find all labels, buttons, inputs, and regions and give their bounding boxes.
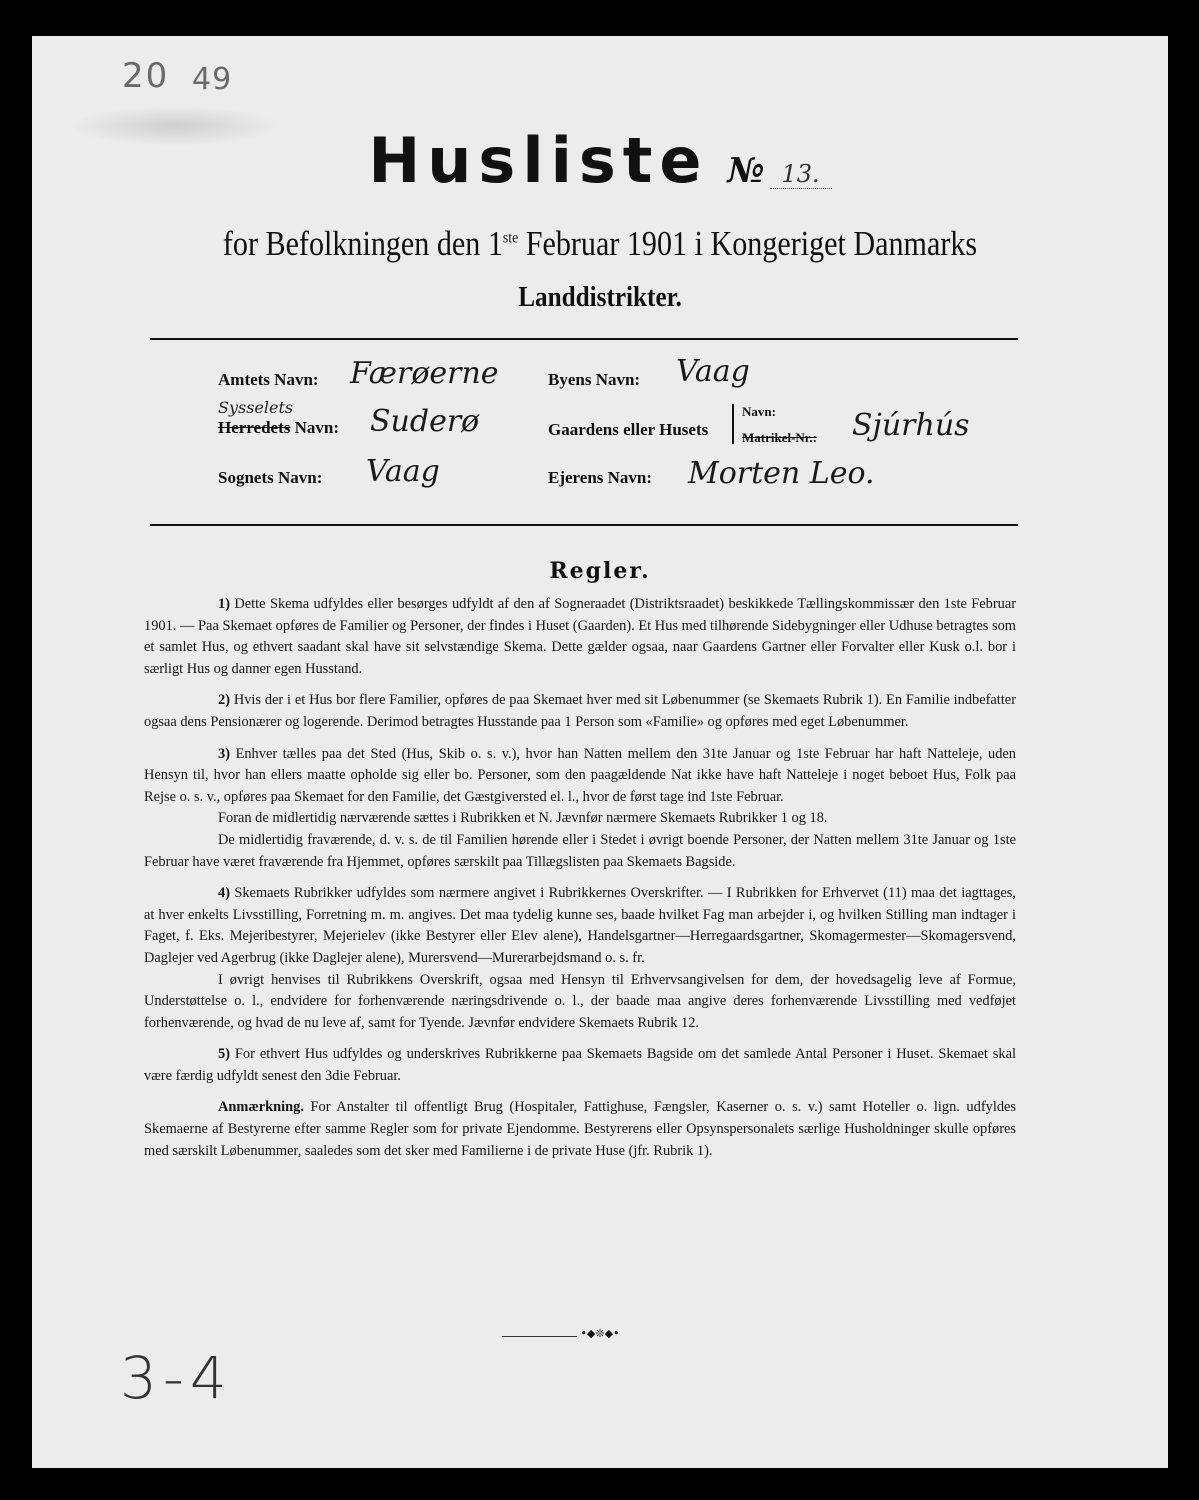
pencil-mark-bottom: 3-4 — [120, 1344, 233, 1412]
number-label: № — [727, 151, 765, 191]
form-subtitle — [112, 224, 1089, 264]
field-brace — [732, 404, 740, 444]
gaard-sub-matrikel: Matrikel-Nr.: — [742, 430, 817, 445]
herred-value: Suderø — [370, 404, 480, 439]
herred-label-rest: Navn: — [290, 418, 340, 437]
rule-3-number: 3) — [218, 745, 230, 762]
rule-4-text: Skemaets Rubrikker udfyldes som nærmere angivet i Rubrikkernes Overskrifter. — I Rubrikken for Erhvervet (11) maa det iagttages, at hver enkelts Livsstilling, Forretning m. m. angives. Det maa tydelig kunne ses, baade hvilket Fag man arbejder i, og hvilken Stilling man indtager i Faget, f. Eks. Mejeribestyrer, Mejerielev (ikke Bestyrer eller Elev alene), Handelsgartner—Herregaardsgartner, Skomagermester—Skomagersvend, Daglejer ved Agerbrug (ikke Daglejer alene), Murersvend—Murerarbejdsmand o. s. fr. — [144, 885, 1016, 966]
by-value: Vaag — [676, 354, 750, 389]
ornament-glyph: •◆❊◆• — [577, 1327, 622, 1340]
note-label: Anmærkning. — [218, 1099, 304, 1116]
subtitle-sup: ste — [502, 229, 519, 247]
rule-4 — [144, 883, 1016, 969]
herred-label-struck: Herredets — [218, 418, 291, 437]
sogn-value: Vaag — [366, 454, 440, 489]
rule-5 — [144, 1044, 1016, 1087]
rules-body — [144, 594, 1016, 1172]
rule-3-para-b: Foran de midlertidig nærværende sættes i Rubrikken et N. Jævnfør nærmere Skemaets Rubrikker 1 og 18. — [218, 810, 828, 827]
ejer-value: Morten Leo. — [688, 456, 875, 491]
census-form-page — [32, 36, 1168, 1468]
ejer-label: Ejerens Navn: — [548, 468, 653, 487]
divider-bottom — [150, 524, 1018, 526]
rules-heading: Regler. — [549, 558, 651, 584]
rule-1-text: Dette Skema udfyldes eller besørges udfyldt af den af Sogneraadet (Distriktsraadet) beskikkede Tællingskommissær den 1ste Februar 1901. — Paa Skemaet opføres de Familier og Personer, der findes i Huset (Gaarden). Et Hus med tilhørende Sidebygninger eller Udhuse betragtes som et samlet Hus, og ethvert saadant skal have sit selvstændige Skema. Dette gælder ogsaa, naar Gaardens Gartner eller Forvalter eller Kusk o.l. bor i særligt Hus og danner egen Husstand. — [144, 596, 1016, 677]
rule-3-text: Enhver tælles paa det Sted (Hus, Skib o. s. v.), hvor han Natten mellem den 31te Januar og 1ste Februar har haft Natteleje, uden Hensyn til, hvor han ellers maatte opholde sig eller bo. Personer, som den paagældende Nat ikke have haft Natteleje i noget beboet Hus, Folk paa Rejse o. s. v., opføres paa Skemaet for den Familie, det Gæstgiversted el. l., hvor de først tage ind 1ste Februar. — [144, 745, 1016, 805]
sogn-label: Sognets Navn: — [218, 468, 323, 487]
rule-5-text: For ethvert Hus udfyldes og underskrives Rubrikkerne paa Skemaets Bagside om det samlede Antal Personer i Huset. Skemaet skal være færdig udfyldt senest den 3die Februar. — [144, 1046, 1016, 1084]
rule-1 — [144, 594, 1016, 680]
amt-label: Amtets Navn: — [218, 370, 319, 389]
rule-2 — [144, 690, 1016, 733]
rule-5-number: 5) — [218, 1046, 230, 1063]
herred-label — [218, 418, 339, 438]
note-text: For Anstalter til offentligt Brug (Hospitaler, Fattighuse, Fængsler, Kaserner o. s. v.) samt Hoteller o. lign. udfyldes Skemaerne af Bestyrerne efter samme Regler som for private Ejendomme. Bestyrerens eller Opsynspersonalets særlige Husholdninger skulle opføres med særskilt Løbenummer, saaledes som det sker med Familierne i de private Huse (jfr. Rubrik 1). — [144, 1099, 1016, 1159]
by-label: Byens Navn: — [548, 370, 641, 389]
rule-4-para-b: I øvrigt henvises til Rubrikkens Overskrift, ogsaa med Hensyn til Erhvervsangivelsen for dem, der hovedsagelig leve af Formue, Understøttelse o. l., endvidere for forhenværende næringsdrivende o. l., der baade maa angive deres forhenværende Livsstilling med vedføjet forhenværende, og hvad de nu leve af, samt for Tyende. Jævnfør endvidere Skemaets Rubrik 12. — [144, 971, 1016, 1031]
subtitle-post: Februar 1901 i Kongeriget Danmarks — [518, 224, 978, 263]
form-title: Husliste — [368, 124, 709, 197]
form-title-row — [32, 124, 1168, 197]
gaard-value: Sjúrhús — [852, 408, 970, 443]
rule-2-text: Hvis der i et Hus bor flere Familier, opføres de paa Skemaet hver med sit Løbenummer (se Skemaets Rubrik 1). En Familie indbefatter ogsaa dens Pensionærer og logerende. Derimod betragtes Husstande paa 1 Person som «Familie» og opføres med eget Løbenummer. — [144, 692, 1016, 730]
pencil-mark-number-1: 20 — [122, 56, 170, 96]
gaard-label: Gaardens eller Husets — [548, 420, 709, 439]
rule-2-number: 2) — [218, 692, 230, 709]
rule-1-number: 1) — [218, 596, 230, 612]
amt-value: Færøerne — [350, 356, 499, 391]
ornament — [32, 1327, 1168, 1340]
rules-note — [144, 1097, 1016, 1162]
form-subtitle-district: Landdistrikter. — [518, 282, 682, 313]
house-number-value: 13. — [770, 160, 832, 189]
gaard-sub-navn: Navn: — [742, 404, 776, 419]
subtitle-pre: for Befolkningen den 1 — [222, 224, 503, 263]
rule-3 — [144, 744, 1016, 809]
herred-correction: Sysselets — [218, 398, 294, 417]
rule-3-para-c: De midlertidig fraværende, d. v. s. de til Familien hørende eller i Stedet i øvrigt boende Personer, der Natten mellem 31te Januar og 1ste Februar have været fraværende fra Hjemmet, opføres særskilt paa Tillægslisten paa Skemaets Bagside. — [144, 831, 1016, 870]
divider-top — [150, 338, 1018, 340]
rule-4-number: 4) — [218, 885, 230, 902]
pencil-mark-number-2: 49 — [192, 62, 233, 97]
